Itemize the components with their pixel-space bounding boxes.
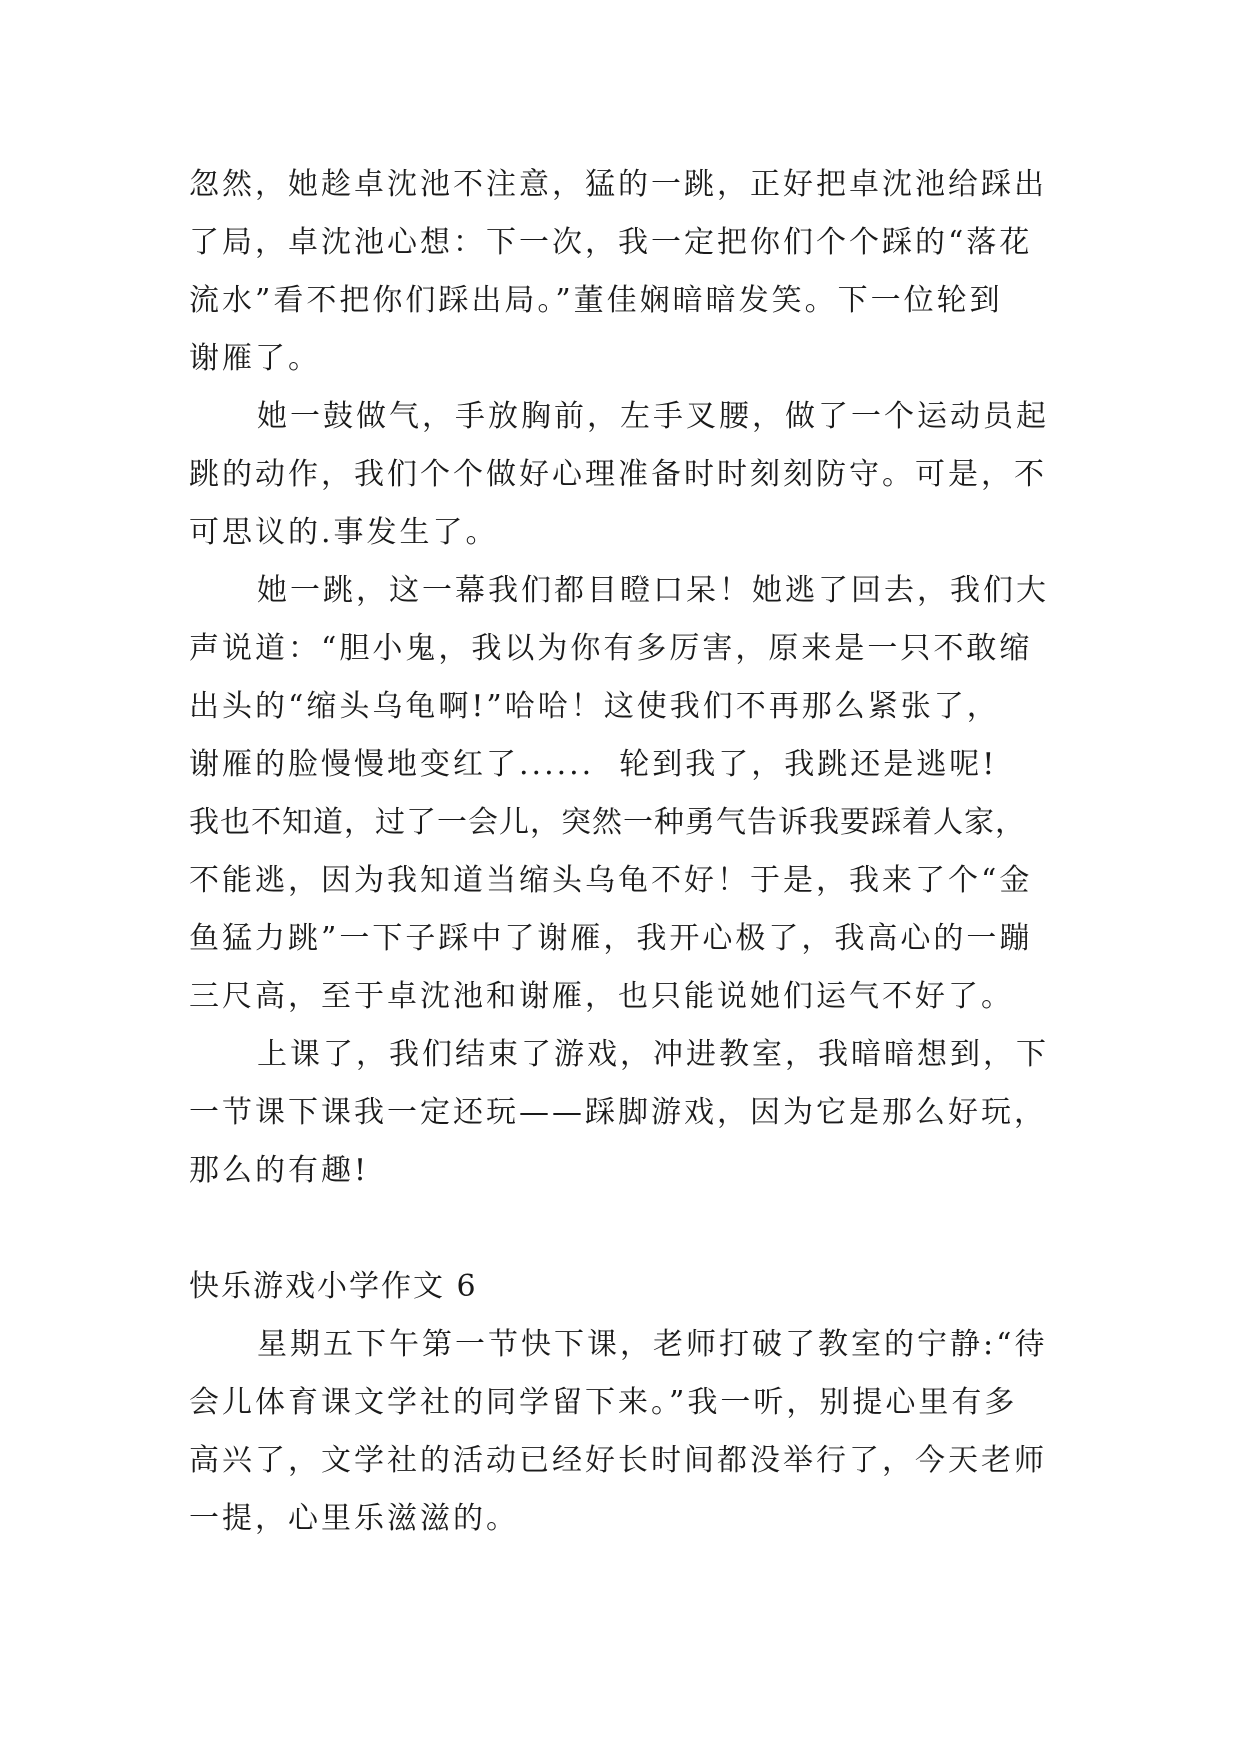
text-line: 谢雁了。 bbox=[189, 341, 321, 376]
paragraph-1 bbox=[189, 156, 1049, 388]
text-line: 鱼猛力跳”一下子踩中了谢雁，我开心极了，我高心的一蹦 bbox=[189, 921, 1033, 956]
text-line: 上课了，我们结束了游戏，冲进教室，我暗暗想到，下 bbox=[257, 1037, 1049, 1072]
text-line: 跳的动作，我们个个做好心理准备时时刻刻防守。可是，不 bbox=[189, 457, 1047, 492]
section-gap bbox=[189, 1200, 1049, 1258]
text-line: 她一跳，这一幕我们都目瞪口呆！她逃了回去，我们大 bbox=[257, 573, 1049, 608]
paragraph-5 bbox=[189, 1316, 1049, 1548]
text-line: 一提，心里乐滋滋的。 bbox=[189, 1501, 519, 1536]
paragraph-4 bbox=[189, 1026, 1049, 1200]
text-line: 谢雁的脸慢慢地变红了...... 轮到我了，我跳还是逃呢! bbox=[189, 747, 998, 782]
paragraph-2 bbox=[189, 388, 1049, 562]
text-line: 不能逃，因为我知道当缩头乌龟不好！于是，我来了个“金 bbox=[189, 863, 1033, 898]
text-line: 那么的有趣! bbox=[189, 1153, 370, 1188]
text-line: 出头的“缩头乌龟啊!”哈哈！这使我们不再那么紧张了， bbox=[189, 689, 1000, 724]
text-line: 三尺高，至于卓沈池和谢雁，也只能说她们运气不好了。 bbox=[189, 979, 1014, 1014]
text-line: 可思议的.事发生了。 bbox=[189, 515, 499, 550]
text-line: 声说道：“胆小鬼，我以为你有多厉害，原来是一只不敢缩 bbox=[189, 631, 1033, 666]
text-line: 会儿体育课文学社的同学留下来。”我一听，别提心里有多 bbox=[189, 1385, 1018, 1420]
text-line: 了局，卓沈池心想：下一次，我一定把你们个个踩的“落花 bbox=[189, 225, 1033, 260]
text-line: 高兴了，文学社的活动已经好长时间都没举行了，今天老师 bbox=[189, 1443, 1047, 1478]
text-line: 流水”看不把你们踩出局。”董佳娴暗暗发笑。下一位轮到 bbox=[189, 283, 1003, 318]
text-line: 一节课下课我一定还玩——踩脚游戏，因为它是那么好玩， bbox=[189, 1095, 1047, 1130]
text-line: 星期五下午第一节快下课，老师打破了教室的宁静:“待 bbox=[257, 1327, 1048, 1362]
section-title: 快乐游戏小学作文 6 bbox=[189, 1269, 478, 1304]
text-line: 忽然，她趁卓沈池不注意，猛的一跳，正好把卓沈池给踩出 bbox=[189, 167, 1047, 202]
paragraph-3 bbox=[189, 562, 1049, 1026]
text-line: 她一鼓做气，手放胸前，左手叉腰，做了一个运动员起 bbox=[257, 399, 1049, 434]
text-line: 我也不知道，过了一会儿，突然一种勇气告诉我要踩着人家， bbox=[189, 805, 1026, 840]
essay-body bbox=[189, 156, 1049, 1548]
